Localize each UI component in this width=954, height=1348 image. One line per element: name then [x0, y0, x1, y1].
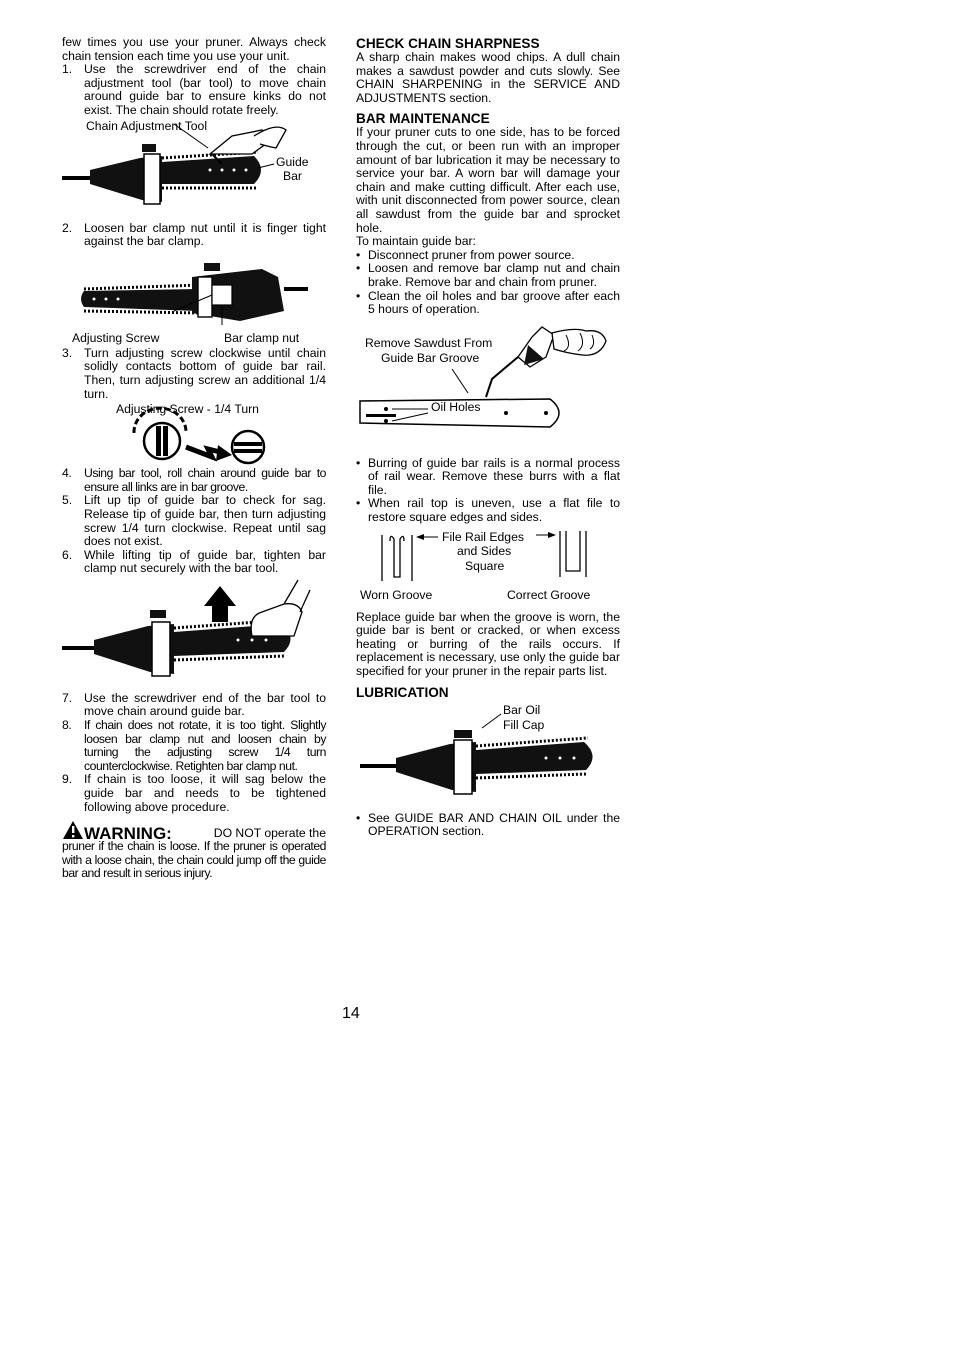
step-3: [62, 347, 326, 401]
pruner-oil-cap-drawing: [356, 700, 620, 812]
step-text: If chain does not rotate, it is too tight. Slightly loosen bar clamp nut and loosen chain by turning the adjusting screw 1/4 turn counterclockwise. Retighten bar clamp nut.: [84, 718, 326, 773]
screw-rotation-drawing: [62, 401, 326, 467]
correct-groove-label: Correct Groove: [507, 587, 591, 602]
step-5: [62, 494, 326, 548]
warning-text-first: DO NOT operate the: [213, 825, 326, 840]
step-2: [62, 222, 326, 249]
bar-clamp-nut-label: Bar clamp nut: [224, 330, 300, 345]
guide-label: Guide: [276, 154, 309, 169]
chain-adjustment-tool-label: Chain Adjustment Tool: [86, 118, 208, 133]
warning-text: pruner if the chain is loose. If the pruner is operated with a loose chain, the chain could jump off the guide bar and result in serious injury.: [62, 839, 326, 881]
step-number: 6.: [62, 547, 73, 562]
lubrication-heading: LUBRICATION: [356, 684, 449, 700]
adjusting-screw-turn-figure: [62, 401, 326, 467]
step-8: [62, 719, 326, 773]
step-number: 7.: [62, 690, 73, 705]
warning-triangle-icon: [62, 820, 84, 840]
oil-fill-cap-figure: [356, 700, 620, 812]
left-column: [62, 36, 326, 881]
oil-holes-label: Oil Holes: [431, 399, 481, 414]
square-label: Square: [465, 558, 505, 573]
step-1: [62, 63, 326, 117]
and-sides-label: and Sides: [457, 543, 512, 558]
step-text: Loosen bar clamp nut until it is finger tight against the bar clamp.: [84, 220, 326, 249]
bar-bullet: • Disconnect pruner from power source.: [356, 247, 575, 262]
guide-bar-drawing: [356, 317, 620, 457]
bar-clamp-figure: [62, 249, 326, 346]
step-text: Using bar tool, roll chain around guide bar to ensure all links are in bar groove.: [84, 466, 326, 494]
groove-comparison-figure: [356, 525, 620, 611]
bar-bullet: • Loosen and remove bar clamp nut and chain brake. Remove bar and chain from pruner.: [356, 261, 620, 289]
intro-text: few times you use your pruner. Always check chain tension each time you use your unit.: [62, 35, 326, 63]
check-chain-sharpness-heading: CHECK CHAIN SHARPNESS: [356, 36, 540, 51]
file-rail-edges-label: File Rail Edges: [442, 529, 524, 544]
step-6: [62, 549, 326, 576]
warning-block: [62, 820, 326, 881]
page-number: 14: [342, 1005, 360, 1022]
step-text: Use the screwdriver end of the bar tool to move chain around guide bar.: [84, 690, 326, 719]
sharpness-text: A sharp chain makes wood chips. A dull chain makes a sawdust powder and cuts slowly. See CHAIN SHARPENING in the SERVICE AND ADJUSTMENTS section.: [356, 50, 620, 105]
chain-adjustment-figure: [62, 118, 326, 222]
pruner-with-tool-drawing: [62, 118, 326, 222]
bar-maintenance-text: If your pruner cuts to one side, has to be forced through the cut, or been run with an improper amount of bar lubrication it may be necessary to service your bar. A worn bar will damage your chain and make cutting difficult. After each use, with unit disconnected from power source, clean all sawdust from the guide bar and sprocket hole.: [356, 125, 620, 235]
step-number: 2.: [62, 220, 73, 235]
lifting-bar-tip-drawing: [62, 576, 326, 692]
lubrication-bullet: • See GUIDE BAR AND CHAIN OIL under the OPERATION section.: [356, 810, 620, 839]
step-text: Use the screwdriver end of the chain adjustment tool (bar tool) to move chain around guide bar to ensure kinks do not exist. The chain should rotate freely.: [84, 62, 326, 117]
adjusting-screw-label: Adjusting Screw: [72, 330, 160, 345]
burr-bullet: • Burring of guide bar rails is a normal process of rail wear. Remove these burrs with a flat file.: [356, 455, 620, 497]
bar-oil-label: Bar Oil: [503, 702, 541, 717]
bar-maintenance-intro: To maintain guide bar:: [356, 234, 476, 249]
step-9: [62, 773, 326, 814]
step-text: Lift up tip of guide bar to check for sag. Release tip of guide bar, then turn adjusting screw 1/4 turn clockwise. Repeat until sag does not exist.: [84, 493, 326, 549]
step-number: 9.: [62, 772, 73, 787]
step-number: 8.: [62, 718, 72, 733]
lift-bar-tip-figure: [62, 576, 326, 692]
step-number: 5.: [62, 493, 73, 508]
step-number: 1.: [62, 62, 73, 77]
step-text: While lifting tip of guide bar, tighten bar clamp nut securely with the bar tool.: [84, 547, 326, 576]
step-7: [62, 692, 326, 719]
step-number: 3.: [62, 345, 73, 360]
step-number: 4.: [62, 466, 72, 481]
step-text: Turn adjusting screw clockwise until chain solidly contacts bottom of guide bar rail. Then, turn adjusting screw an additional 1/4 turn.: [84, 345, 326, 401]
step-4: [62, 467, 326, 494]
adjusting-screw-turn-label: Adjusting Screw - 1/4 Turn: [116, 402, 259, 417]
remove-sawdust-label: Remove Sawdust From: [365, 335, 493, 350]
replace-bar-text: Replace guide bar when the groove is worn, the guide bar is bent or cracked, or when excess heating or burring of the rails occurs. If replacement is necessary, use only the guide bar specified for your pruner in the repair parts list.: [356, 609, 620, 679]
bar-bullet: • Clean the oil holes and bar groove after each 5 hours of operation.: [356, 288, 620, 317]
fill-cap-label: Fill Cap: [503, 717, 545, 732]
warning-label: WARNING:: [84, 823, 172, 843]
bar-maintenance-heading: BAR MAINTENANCE: [356, 111, 490, 127]
burr-bullet: • When rail top is uneven, use a flat file to restore square edges and sides.: [356, 496, 620, 525]
bar-label: Bar: [283, 168, 302, 183]
right-column: [356, 36, 620, 839]
guide-bar-cleaning-figure: [356, 317, 620, 457]
step-text: If chain is too loose, it will sag below the guide bar and needs to be tightened following above procedure.: [84, 772, 326, 814]
guide-bar-groove-label: Guide Bar Groove: [381, 350, 480, 365]
worn-groove-label: Worn Groove: [360, 587, 433, 602]
